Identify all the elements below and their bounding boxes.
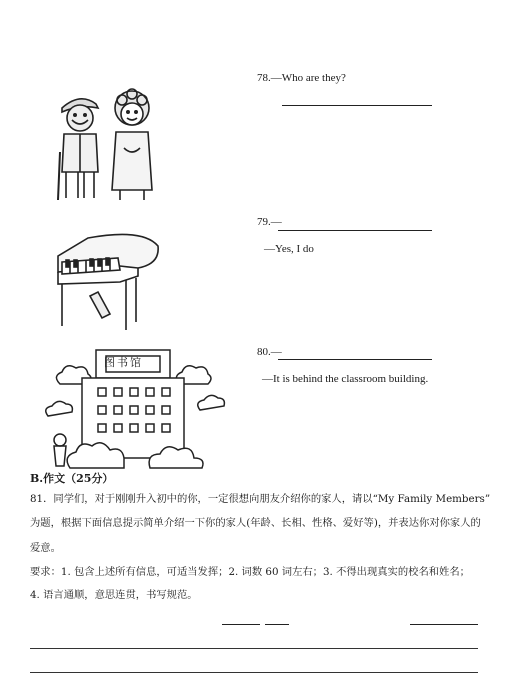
- essay-title-line-right[interactable]: [410, 624, 478, 625]
- grandparents-illustration: [50, 82, 170, 202]
- q78-prompt: 78.—Who are they?: [257, 72, 346, 84]
- requirements-line-2: 4. 语言通顺，意思连贯，书写规范。: [30, 589, 198, 601]
- q79-question-line[interactable]: [278, 230, 432, 231]
- q80-question-line[interactable]: [278, 359, 432, 360]
- q79-number: 79.—: [257, 216, 282, 228]
- q80-number: 80.—: [257, 346, 282, 358]
- essay-prompt-line-3: 爱意。: [30, 542, 61, 554]
- library-sign: 图书馆: [104, 356, 143, 369]
- q79-answer: —Yes, I do: [264, 243, 314, 255]
- essay-title-line-left[interactable]: [222, 624, 260, 625]
- piano-illustration: [48, 226, 168, 336]
- essay-prompt-line-1: 81．同学们，对于刚刚升入初中的你，一定很想向朋友介绍你的家人，请以“My Family Members”: [30, 493, 491, 505]
- section-b-title: B.作文（25分）: [30, 472, 114, 485]
- requirements-line-1: 要求：1. 包含上述所有信息，可适当发挥；2. 词数 60 词左右；3. 不得出现真实的校名和姓名；: [30, 566, 470, 578]
- essay-title-line-mid[interactable]: [265, 624, 289, 625]
- essay-prompt-line-2: 为题，根据下面信息提示简单介绍一下你的家人(年龄、长相、性格、爱好等)，并表达你对你家人的: [30, 517, 481, 529]
- q78-answer-line[interactable]: [282, 105, 432, 106]
- writing-line[interactable]: [30, 648, 478, 649]
- writing-line[interactable]: [30, 672, 478, 673]
- q80-answer: —It is behind the classroom building.: [262, 373, 429, 385]
